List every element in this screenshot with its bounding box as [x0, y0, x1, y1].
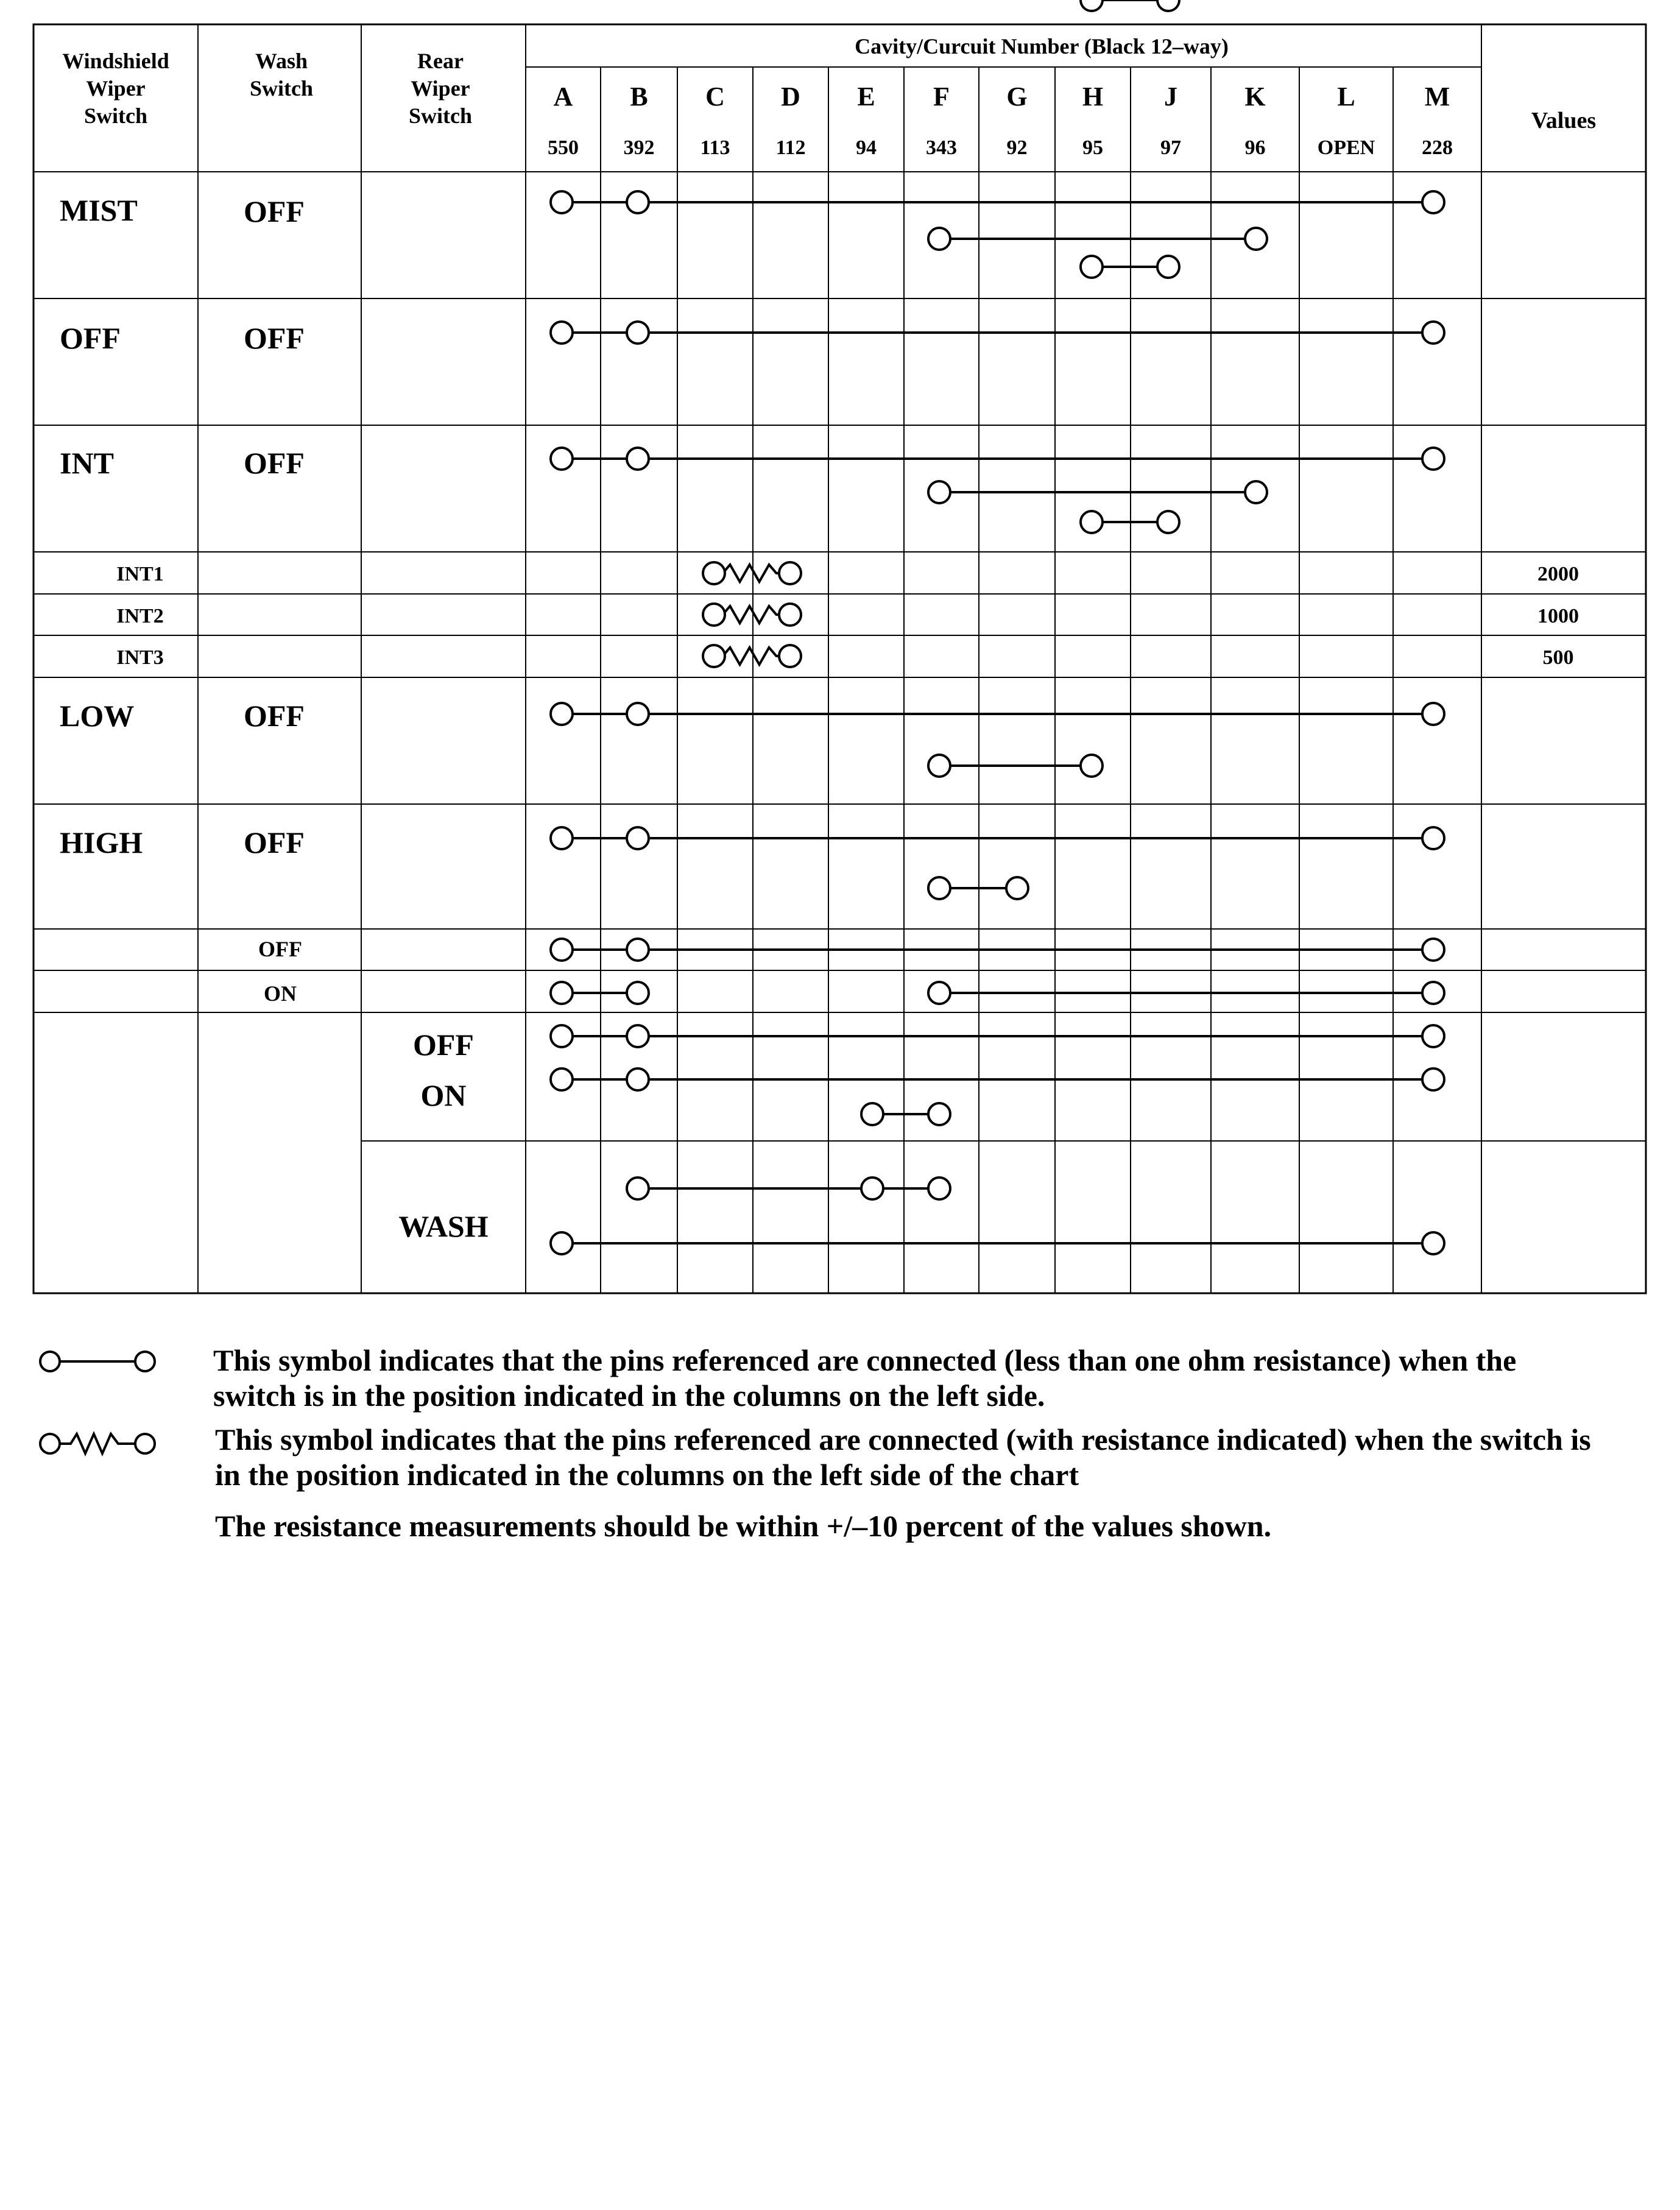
row-13-conn-1-node-b: [627, 1177, 649, 1199]
row-11-conn-1-node-b: [627, 1025, 649, 1047]
row-6-conn-1-node-c: [703, 645, 725, 667]
row-6-conn-1-resistor: [723, 648, 780, 665]
header-rear-line3: Switch: [408, 104, 473, 128]
row-2-conn-2-node-h: [1081, 0, 1103, 11]
pin-letter-j: J: [1164, 82, 1177, 111]
row-1-wiper-label: MIST: [60, 193, 138, 227]
row-2-conn-1-node-b: [627, 322, 649, 344]
row-8-conn-2-node-g: [1006, 877, 1028, 899]
row-3-wiper-label: INT: [60, 446, 114, 480]
row-9-conn-1-node-b: [627, 939, 649, 961]
pin-circuit-h: 95: [1082, 136, 1103, 159]
row-7-conn-2-node-h: [1081, 755, 1103, 777]
row-11-conn-1-node-m: [1422, 1025, 1444, 1047]
header-wash-line1: Wash: [255, 49, 308, 73]
row-6-conn-1-node-d: [779, 645, 801, 667]
row-8-wash-label: OFF: [244, 825, 305, 860]
row-1-conn-2-node-k: [1245, 228, 1267, 250]
row-10-conn-1-node-b: [627, 982, 649, 1004]
legend-resistor-symbol: [37, 1425, 158, 1462]
row-12-conn-2-node-e: [861, 1103, 883, 1125]
row-8-conn-1-node-a: [551, 827, 573, 849]
row-8-conn-1-node-b: [627, 827, 649, 849]
row-5-conn-1-node-d: [779, 604, 801, 626]
pin-letter-d: D: [781, 82, 800, 111]
pin-letter-g: G: [1006, 82, 1028, 111]
header-windshield-line2: Wiper: [86, 76, 146, 101]
row-10-conn-1-node-a: [551, 982, 573, 1004]
row-3-conn-2-node-k: [1245, 481, 1267, 503]
pin-circuit-j: 97: [1160, 136, 1181, 159]
pin-letter-k: K: [1244, 82, 1266, 111]
row-9-wash-label: OFF: [258, 937, 302, 961]
row-1-conn-2-node-f: [928, 228, 950, 250]
pin-letter-l: L: [1337, 82, 1355, 111]
row-7-wash-label: OFF: [244, 699, 305, 733]
row-7-conn-1-node-b: [627, 703, 649, 725]
header-cavity-title: Cavity/Curcuit Number (Black 12–way): [855, 34, 1229, 58]
row-10-wash-label: ON: [264, 981, 297, 1006]
row-12-conn-1-node-a: [551, 1068, 573, 1090]
row-4-conn-1-node-d: [779, 562, 801, 584]
row-12-conn-1-node-b: [627, 1068, 649, 1090]
pin-letter-a: A: [553, 82, 573, 111]
row-3-conn-1-node-m: [1422, 448, 1444, 470]
pin-circuit-m: 228: [1422, 136, 1453, 159]
row-2-conn-1-node-a: [551, 322, 573, 344]
row-4-conn-1-node-c: [703, 562, 725, 584]
row-7-conn-2-node-f: [928, 755, 950, 777]
legend-direct-symbol: [37, 1343, 158, 1380]
pin-circuit-b: 392: [623, 136, 655, 159]
header-values-title: Values: [1531, 108, 1597, 133]
header-windshield-line3: Switch: [83, 104, 148, 128]
row-2-wash-label: OFF: [244, 321, 305, 355]
pin-letter-h: H: [1082, 82, 1104, 111]
row-9-conn-1-node-a: [551, 939, 573, 961]
row-4-value: 2000: [1537, 563, 1579, 585]
row-3-wash-label: OFF: [244, 446, 305, 480]
pin-letter-m: M: [1424, 82, 1450, 111]
row-3-conn-2-node-f: [928, 481, 950, 503]
row-12-conn-1-node-m: [1422, 1068, 1444, 1090]
row-8-conn-1-node-m: [1422, 827, 1444, 849]
legend-resistor-text: This symbol indicates that the pins referenced are connected (with resistance indicated) when the switch is in the position indicated in the columns on the left side of the chart: [215, 1422, 1591, 1492]
row-6-value: 500: [1542, 646, 1574, 669]
row-8-wiper-label: HIGH: [60, 825, 143, 860]
row-7-wiper-label: LOW: [60, 699, 135, 733]
pin-letter-c: C: [705, 82, 725, 111]
row-11-rear-label: OFF: [413, 1028, 474, 1062]
pin-letter-e: E: [857, 82, 875, 111]
row-1-conn-1-node-a: [551, 191, 573, 213]
row-10-conn-2-node-m: [1422, 982, 1444, 1004]
row-3-conn-3-node-h: [1081, 511, 1103, 533]
header-rear-line1: Rear: [417, 49, 464, 73]
row-13-conn-1-node-e: [861, 1177, 883, 1199]
row-12-rear-label: ON: [420, 1078, 467, 1112]
row-4-conn-1-resistor: [723, 565, 780, 582]
row-2-wiper-label: OFF: [60, 321, 121, 355]
row-1-conn-3-node-h: [1081, 256, 1103, 278]
row-1-conn-1-node-m: [1422, 191, 1444, 213]
row-2-conn-2-node-j: [1157, 0, 1179, 11]
row-1-conn-1-node-b: [627, 191, 649, 213]
row-13-conn-2-node-a: [551, 1232, 573, 1254]
pin-letter-b: B: [630, 82, 648, 111]
pin-circuit-l: OPEN: [1317, 136, 1375, 159]
pin-circuit-k: 96: [1244, 136, 1266, 159]
row-11-conn-1-node-a: [551, 1025, 573, 1047]
legend-direct-text: This symbol indicates that the pins referenced are connected (less than one ohm resistance) when the switch is in the position indicated in the columns on the left side.: [213, 1343, 1517, 1413]
row-8-conn-2-node-f: [928, 877, 950, 899]
row-6-wiper-label: INT3: [116, 646, 164, 669]
row-2-conn-1-node-m: [1422, 322, 1444, 344]
row-4-wiper-label: INT1: [116, 563, 164, 585]
header-wash-line2: Switch: [249, 76, 314, 101]
row-7-conn-1-node-m: [1422, 703, 1444, 725]
header-rear-line2: Wiper: [411, 76, 470, 101]
row-10-conn-2-node-f: [928, 982, 950, 1004]
row-13-conn-1-node-f: [928, 1177, 950, 1199]
row-3-conn-1-node-a: [551, 448, 573, 470]
pin-letter-f: F: [933, 82, 950, 111]
row-9-conn-1-node-m: [1422, 939, 1444, 961]
row-3-conn-3-node-j: [1157, 511, 1179, 533]
row-5-value: 1000: [1537, 605, 1579, 627]
row-13-rear-label: WASH: [398, 1209, 489, 1243]
row-7-conn-1-node-a: [551, 703, 573, 725]
pin-circuit-d: 112: [775, 136, 806, 159]
header-windshield-line1: Windshield: [62, 49, 169, 73]
pin-circuit-f: 343: [926, 136, 957, 159]
pin-circuit-a: 550: [548, 136, 579, 159]
row-3-conn-1-node-b: [627, 448, 649, 470]
row-5-conn-1-resistor: [723, 606, 780, 623]
row-1-conn-3-node-j: [1157, 256, 1179, 278]
row-5-conn-1-node-c: [703, 604, 725, 626]
pin-circuit-e: 94: [856, 136, 877, 159]
pin-circuit-g: 92: [1006, 136, 1028, 159]
row-12-conn-2-node-f: [928, 1103, 950, 1125]
row-1-wash-label: OFF: [244, 194, 305, 228]
row-5-wiper-label: INT2: [116, 605, 164, 627]
row-13-conn-2-node-m: [1422, 1232, 1444, 1254]
pin-circuit-c: 113: [700, 136, 730, 159]
legend-tolerance-text: The resistance measurements should be within +/–10 percent of the values shown.: [215, 1509, 1272, 1543]
